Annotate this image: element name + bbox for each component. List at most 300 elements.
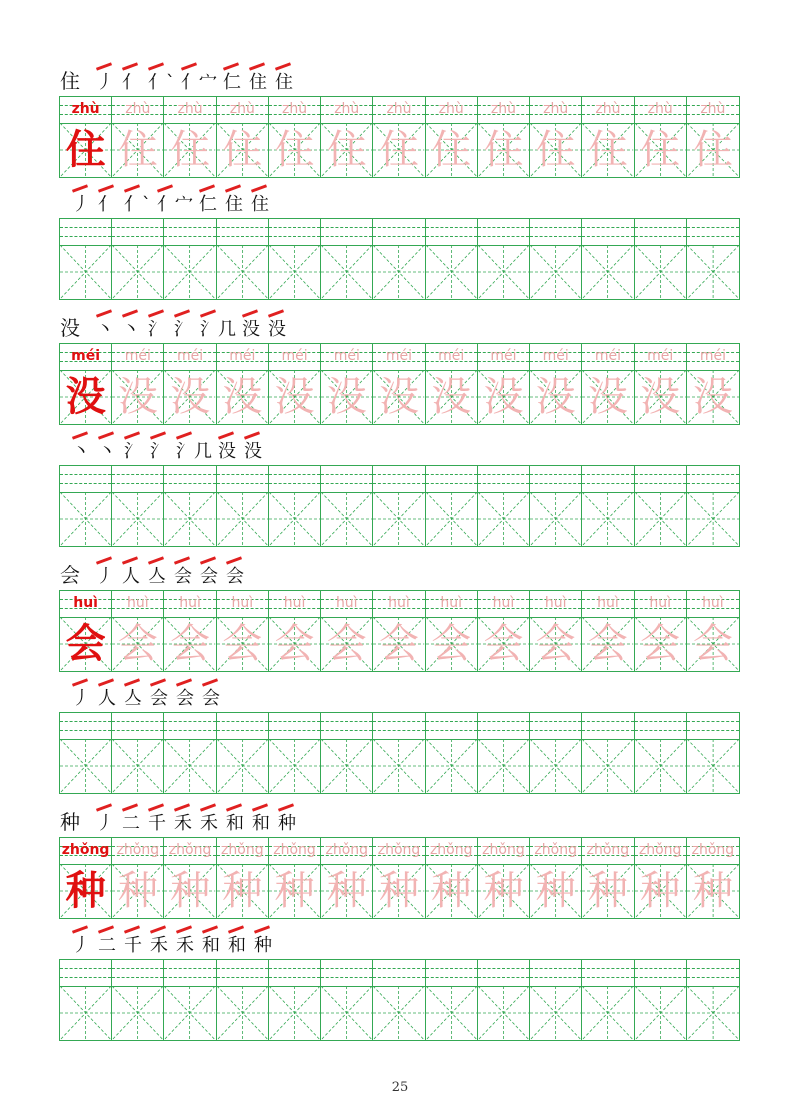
stroke-step-text: 丿 <box>72 935 90 956</box>
pinyin-band <box>321 466 372 493</box>
trace-cell[interactable] <box>164 344 216 424</box>
new-stroke-highlight <box>98 925 114 933</box>
character-box <box>164 370 215 424</box>
new-stroke-highlight <box>200 556 216 564</box>
stroke-order-line <box>60 313 288 341</box>
stroke-step-text: 和 <box>226 813 244 834</box>
stroke-step-text: 丿 <box>96 72 114 93</box>
pinyin-band <box>373 591 424 618</box>
trace-cell[interactable] <box>530 344 582 424</box>
blank-cell[interactable] <box>478 713 530 793</box>
blank-cell[interactable] <box>635 219 687 299</box>
stroke-step <box>122 315 142 341</box>
character-box <box>269 492 320 546</box>
blank-cell[interactable] <box>687 960 739 1040</box>
new-stroke-highlight <box>122 62 138 70</box>
pinyin-band <box>60 219 111 246</box>
pinyin-band <box>217 97 268 124</box>
trace-cell[interactable] <box>269 97 321 177</box>
new-stroke-highlight <box>176 925 192 933</box>
new-stroke-highlight <box>199 184 215 192</box>
stroke-step <box>122 68 142 94</box>
character-box <box>373 617 424 671</box>
pinyin-label: zhù <box>647 101 673 117</box>
pinyin-band <box>269 97 320 124</box>
blank-cell[interactable] <box>60 219 112 299</box>
character-box <box>635 123 686 177</box>
blank-cell[interactable] <box>164 466 216 546</box>
pinyin-band <box>582 219 633 246</box>
pinyin-label: zhù <box>177 101 203 117</box>
character-box <box>321 370 372 424</box>
trace-cell[interactable] <box>321 97 373 177</box>
character-box <box>321 617 372 671</box>
new-stroke-highlight <box>174 556 190 564</box>
character-box <box>112 370 163 424</box>
new-stroke-highlight <box>72 184 88 192</box>
character-box <box>373 370 424 424</box>
blank-cell[interactable] <box>60 713 112 793</box>
new-stroke-highlight <box>251 184 267 192</box>
trace-cell[interactable] <box>635 838 687 918</box>
pinyin-band <box>478 838 529 865</box>
pinyin-label: zhǒng <box>691 842 735 858</box>
blank-practice-grid <box>59 218 740 300</box>
blank-cell[interactable] <box>582 713 634 793</box>
blank-cell[interactable] <box>112 219 164 299</box>
trace-cell[interactable] <box>635 97 687 177</box>
pinyin-band <box>373 960 424 987</box>
character-box <box>530 245 581 299</box>
model-character: 会 <box>65 620 106 667</box>
blank-cell[interactable] <box>635 713 687 793</box>
new-stroke-highlight <box>157 184 173 192</box>
trace-cell[interactable] <box>687 97 739 177</box>
blank-cell[interactable] <box>373 466 425 546</box>
blank-cell[interactable] <box>687 219 739 299</box>
trace-cell[interactable] <box>478 344 530 424</box>
blank-cell[interactable] <box>582 960 634 1040</box>
character-box <box>687 245 739 299</box>
stroke-step <box>225 190 245 216</box>
blank-cell[interactable] <box>530 219 582 299</box>
character-box <box>687 123 739 177</box>
trace-cell[interactable] <box>269 344 321 424</box>
trace-cell[interactable] <box>582 344 634 424</box>
trace-cell[interactable] <box>217 344 269 424</box>
stroke-step-text: 丿 <box>72 194 90 215</box>
stroke-step <box>174 809 194 835</box>
new-stroke-highlight <box>72 678 88 686</box>
blank-cell[interactable] <box>269 713 321 793</box>
stroke-step <box>150 684 170 710</box>
stroke-step-text: 会 <box>176 688 194 709</box>
blank-cell[interactable] <box>269 219 321 299</box>
pinyin-band <box>582 466 633 493</box>
trace-character: 没 <box>483 374 524 420</box>
character-box <box>164 617 215 671</box>
character-box <box>478 492 529 546</box>
character-box <box>635 370 686 424</box>
character-box <box>373 123 424 177</box>
character-box <box>60 123 111 177</box>
trace-cell[interactable] <box>426 591 478 671</box>
trace-cell[interactable] <box>217 838 269 918</box>
stroke-step-text: 丶 <box>72 441 90 462</box>
blank-cell[interactable] <box>426 960 478 1040</box>
pinyin-band <box>530 713 581 740</box>
stroke-step-text: 和 <box>202 935 220 956</box>
character-box <box>687 986 739 1040</box>
stroke-step <box>228 931 248 957</box>
trace-cell[interactable] <box>112 344 164 424</box>
blank-cell[interactable] <box>426 219 478 299</box>
stroke-step-text: 没 <box>218 441 236 462</box>
trace-cell[interactable] <box>60 344 112 424</box>
trace-character: 没 <box>378 374 419 420</box>
trace-cell[interactable] <box>373 838 425 918</box>
blank-cell[interactable] <box>217 713 269 793</box>
character-box <box>373 492 424 546</box>
blank-cell[interactable] <box>164 713 216 793</box>
trace-cell[interactable] <box>112 591 164 671</box>
new-stroke-highlight <box>98 678 114 686</box>
pinyin-label: zhù <box>386 101 412 117</box>
trace-character: 会 <box>483 621 524 667</box>
character-box <box>478 245 529 299</box>
stroke-step <box>223 68 243 94</box>
trace-cell[interactable] <box>635 591 687 671</box>
trace-cell[interactable] <box>217 97 269 177</box>
character-box <box>687 617 739 671</box>
trace-cell[interactable] <box>217 591 269 671</box>
pinyin-band <box>269 838 320 865</box>
section-character: 种 <box>60 810 80 834</box>
blank-cell[interactable] <box>217 466 269 546</box>
trace-cell[interactable] <box>164 838 216 918</box>
trace-cell[interactable] <box>426 344 478 424</box>
trace-cell[interactable] <box>478 838 530 918</box>
pinyin-band <box>478 219 529 246</box>
new-stroke-highlight <box>200 803 216 811</box>
trace-cell[interactable] <box>635 344 687 424</box>
pinyin-band <box>687 97 739 124</box>
blank-cell[interactable] <box>635 466 687 546</box>
pinyin-band <box>478 591 529 618</box>
stroke-step <box>275 68 295 94</box>
trace-cell[interactable] <box>321 344 373 424</box>
new-stroke-highlight <box>122 556 138 564</box>
character-box <box>373 739 424 793</box>
new-stroke-highlight <box>176 431 192 439</box>
trace-cell[interactable] <box>321 591 373 671</box>
character-box <box>635 492 686 546</box>
stroke-step-text: 氵几 <box>176 441 212 462</box>
blank-cell[interactable] <box>112 960 164 1040</box>
pinyin-label: méi <box>177 348 204 364</box>
trace-character: 种 <box>378 868 419 914</box>
trace-cell[interactable] <box>582 97 634 177</box>
trace-cell[interactable] <box>530 838 582 918</box>
blank-cell[interactable] <box>582 219 634 299</box>
trace-cell[interactable] <box>60 838 112 918</box>
blank-cell[interactable] <box>582 466 634 546</box>
new-stroke-highlight <box>176 678 192 686</box>
pinyin-band <box>687 466 739 493</box>
blank-cell[interactable] <box>164 960 216 1040</box>
stroke-step <box>174 315 194 341</box>
character-box <box>60 986 111 1040</box>
stroke-step-text: 仁 <box>223 72 241 93</box>
stroke-step <box>226 562 246 588</box>
blank-cell[interactable] <box>321 713 373 793</box>
character-box <box>582 617 633 671</box>
pinyin-label: méi <box>438 348 465 364</box>
stroke-step-text: 亻` <box>124 194 151 215</box>
blank-cell[interactable] <box>60 960 112 1040</box>
trace-cell[interactable] <box>112 97 164 177</box>
character-box <box>582 986 633 1040</box>
trace-character: 会 <box>274 621 315 667</box>
blank-cell[interactable] <box>373 713 425 793</box>
stroke-step <box>226 809 246 835</box>
new-stroke-highlight <box>96 556 112 564</box>
new-stroke-highlight <box>124 678 140 686</box>
pinyin-band <box>217 713 268 740</box>
new-stroke-highlight <box>202 925 218 933</box>
trace-character: 住 <box>222 127 263 173</box>
trace-character: 没 <box>587 374 628 420</box>
blank-cell[interactable] <box>426 466 478 546</box>
stroke-step-text: 丿 <box>96 813 114 834</box>
character-box <box>582 245 633 299</box>
trace-character: 种 <box>274 868 315 914</box>
trace-character: 会 <box>692 621 733 667</box>
new-stroke-highlight <box>150 925 166 933</box>
pinyin-label: huì <box>283 595 306 611</box>
new-stroke-highlight <box>96 309 112 317</box>
blank-cell[interactable] <box>530 713 582 793</box>
new-stroke-highlight <box>98 184 114 192</box>
trace-cell[interactable] <box>373 344 425 424</box>
pinyin-band <box>217 960 268 987</box>
trace-cell[interactable] <box>164 97 216 177</box>
pinyin-label: huì <box>492 595 515 611</box>
pinyin-band <box>426 466 477 493</box>
stroke-step-text: 会 <box>200 566 218 587</box>
new-stroke-highlight <box>122 309 138 317</box>
character-box <box>582 864 633 918</box>
trace-cell[interactable] <box>530 97 582 177</box>
trace-character: 种 <box>483 868 524 914</box>
character-box <box>217 739 268 793</box>
pinyin-band <box>321 591 372 618</box>
pinyin-band <box>164 591 215 618</box>
stroke-step-text: 丶 <box>98 441 116 462</box>
blank-cell[interactable] <box>217 219 269 299</box>
section-character: 没 <box>60 316 80 340</box>
trace-character: 没 <box>431 374 472 420</box>
trace-cell[interactable] <box>478 591 530 671</box>
character-box <box>112 986 163 1040</box>
blank-cell[interactable] <box>373 219 425 299</box>
trace-cell[interactable] <box>60 97 112 177</box>
trace-character: 没 <box>117 374 158 420</box>
stroke-step-text: 人 <box>98 688 116 709</box>
blank-cell[interactable] <box>687 466 739 546</box>
blank-cell[interactable] <box>269 960 321 1040</box>
new-stroke-highlight <box>148 556 164 564</box>
stroke-step <box>72 931 92 957</box>
pinyin-band <box>478 713 529 740</box>
blank-cell[interactable] <box>112 466 164 546</box>
stroke-step <box>96 562 116 588</box>
stroke-step <box>124 931 144 957</box>
character-box <box>530 864 581 918</box>
character-box <box>426 864 477 918</box>
blank-cell[interactable] <box>530 960 582 1040</box>
trace-cell[interactable] <box>478 97 530 177</box>
blank-cell[interactable] <box>217 960 269 1040</box>
stroke-step <box>96 809 116 835</box>
pinyin-band <box>321 838 372 865</box>
character-box <box>164 123 215 177</box>
trace-character: 会 <box>170 621 211 667</box>
stroke-step-text: 丶 <box>96 319 114 340</box>
trace-character: 种 <box>431 868 472 914</box>
pinyin-label: huì <box>597 595 619 611</box>
pinyin-band <box>635 219 686 246</box>
stroke-step <box>124 190 151 216</box>
trace-cell[interactable] <box>60 591 112 671</box>
trace-cell[interactable] <box>373 591 425 671</box>
blank-cell[interactable] <box>321 466 373 546</box>
blank-cell[interactable] <box>687 713 739 793</box>
character-box <box>478 986 529 1040</box>
trace-character: 种 <box>170 868 211 914</box>
character-box <box>217 245 268 299</box>
stroke-step-text: 住 <box>249 72 267 93</box>
new-stroke-highlight <box>174 309 190 317</box>
character-box <box>112 492 163 546</box>
pinyin-band <box>321 344 372 371</box>
character-box <box>635 617 686 671</box>
pinyin-label: méi <box>124 348 151 364</box>
stroke-step-text: 氵 <box>174 319 192 340</box>
blank-cell[interactable] <box>321 960 373 1040</box>
character-box <box>582 492 633 546</box>
new-stroke-highlight <box>275 62 291 70</box>
blank-cell[interactable] <box>530 466 582 546</box>
trace-character: 会 <box>535 621 576 667</box>
new-stroke-highlight <box>150 431 166 439</box>
character-box <box>112 864 163 918</box>
stroke-step <box>148 68 175 94</box>
trace-cell[interactable] <box>426 838 478 918</box>
stroke-step-text: 氵 <box>150 441 168 462</box>
trace-cell[interactable] <box>112 838 164 918</box>
blank-cell[interactable] <box>635 960 687 1040</box>
stroke-step <box>200 315 236 341</box>
trace-character: 没 <box>222 374 263 420</box>
stroke-step <box>200 809 220 835</box>
trace-cell[interactable] <box>269 838 321 918</box>
blank-cell[interactable] <box>269 466 321 546</box>
stroke-step <box>254 931 274 957</box>
trace-character: 没 <box>692 374 733 420</box>
pinyin-band <box>635 344 686 371</box>
pinyin-label: zhù <box>229 101 255 117</box>
blank-cell[interactable] <box>60 466 112 546</box>
new-stroke-highlight <box>244 431 260 439</box>
character-box <box>530 492 581 546</box>
stroke-step <box>202 684 222 710</box>
new-stroke-highlight <box>124 925 140 933</box>
trace-cell[interactable] <box>687 838 739 918</box>
trace-cell[interactable] <box>321 838 373 918</box>
blank-cell[interactable] <box>321 219 373 299</box>
pinyin-label: méi <box>490 348 517 364</box>
blank-cell[interactable] <box>426 713 478 793</box>
stroke-step <box>98 684 118 710</box>
blank-cell[interactable] <box>478 219 530 299</box>
blank-cell[interactable] <box>373 960 425 1040</box>
character-box <box>217 370 268 424</box>
trace-character: 没 <box>170 374 211 420</box>
character-box <box>60 864 111 918</box>
trace-cell[interactable] <box>164 591 216 671</box>
blank-cell[interactable] <box>478 960 530 1040</box>
trace-cell[interactable] <box>687 344 739 424</box>
trace-cell[interactable] <box>582 591 634 671</box>
section-character: 会 <box>60 563 80 587</box>
trace-cell[interactable] <box>687 591 739 671</box>
pinyin-label: zhǒng <box>273 842 316 858</box>
stroke-step <box>176 684 196 710</box>
blank-cell[interactable] <box>164 219 216 299</box>
stroke-order-line-repeat <box>72 682 222 710</box>
character-box <box>687 739 739 793</box>
trace-cell[interactable] <box>373 97 425 177</box>
pinyin-band <box>112 713 163 740</box>
trace-cell[interactable] <box>582 838 634 918</box>
pinyin-band <box>635 97 686 124</box>
trace-character: 种 <box>640 868 681 914</box>
pinyin-band <box>321 960 372 987</box>
pinyin-label: zhù <box>700 101 726 117</box>
character-box <box>164 864 215 918</box>
new-stroke-highlight <box>223 62 239 70</box>
character-box <box>530 986 581 1040</box>
trace-cell[interactable] <box>269 591 321 671</box>
trace-cell[interactable] <box>530 591 582 671</box>
pinyin-label: méi <box>281 348 308 364</box>
new-stroke-highlight <box>72 431 88 439</box>
trace-character: 会 <box>378 621 419 667</box>
trace-cell[interactable] <box>426 97 478 177</box>
new-stroke-highlight <box>254 925 270 933</box>
blank-cell[interactable] <box>478 466 530 546</box>
pinyin-band <box>217 838 268 865</box>
pinyin-band <box>217 466 268 493</box>
new-stroke-highlight <box>228 925 244 933</box>
blank-cell[interactable] <box>112 713 164 793</box>
stroke-step <box>124 684 144 710</box>
stroke-step-text: 会 <box>174 566 192 587</box>
new-stroke-highlight <box>174 803 190 811</box>
pinyin-label: huì <box>335 595 358 611</box>
pinyin-label: zhù <box>595 101 621 117</box>
